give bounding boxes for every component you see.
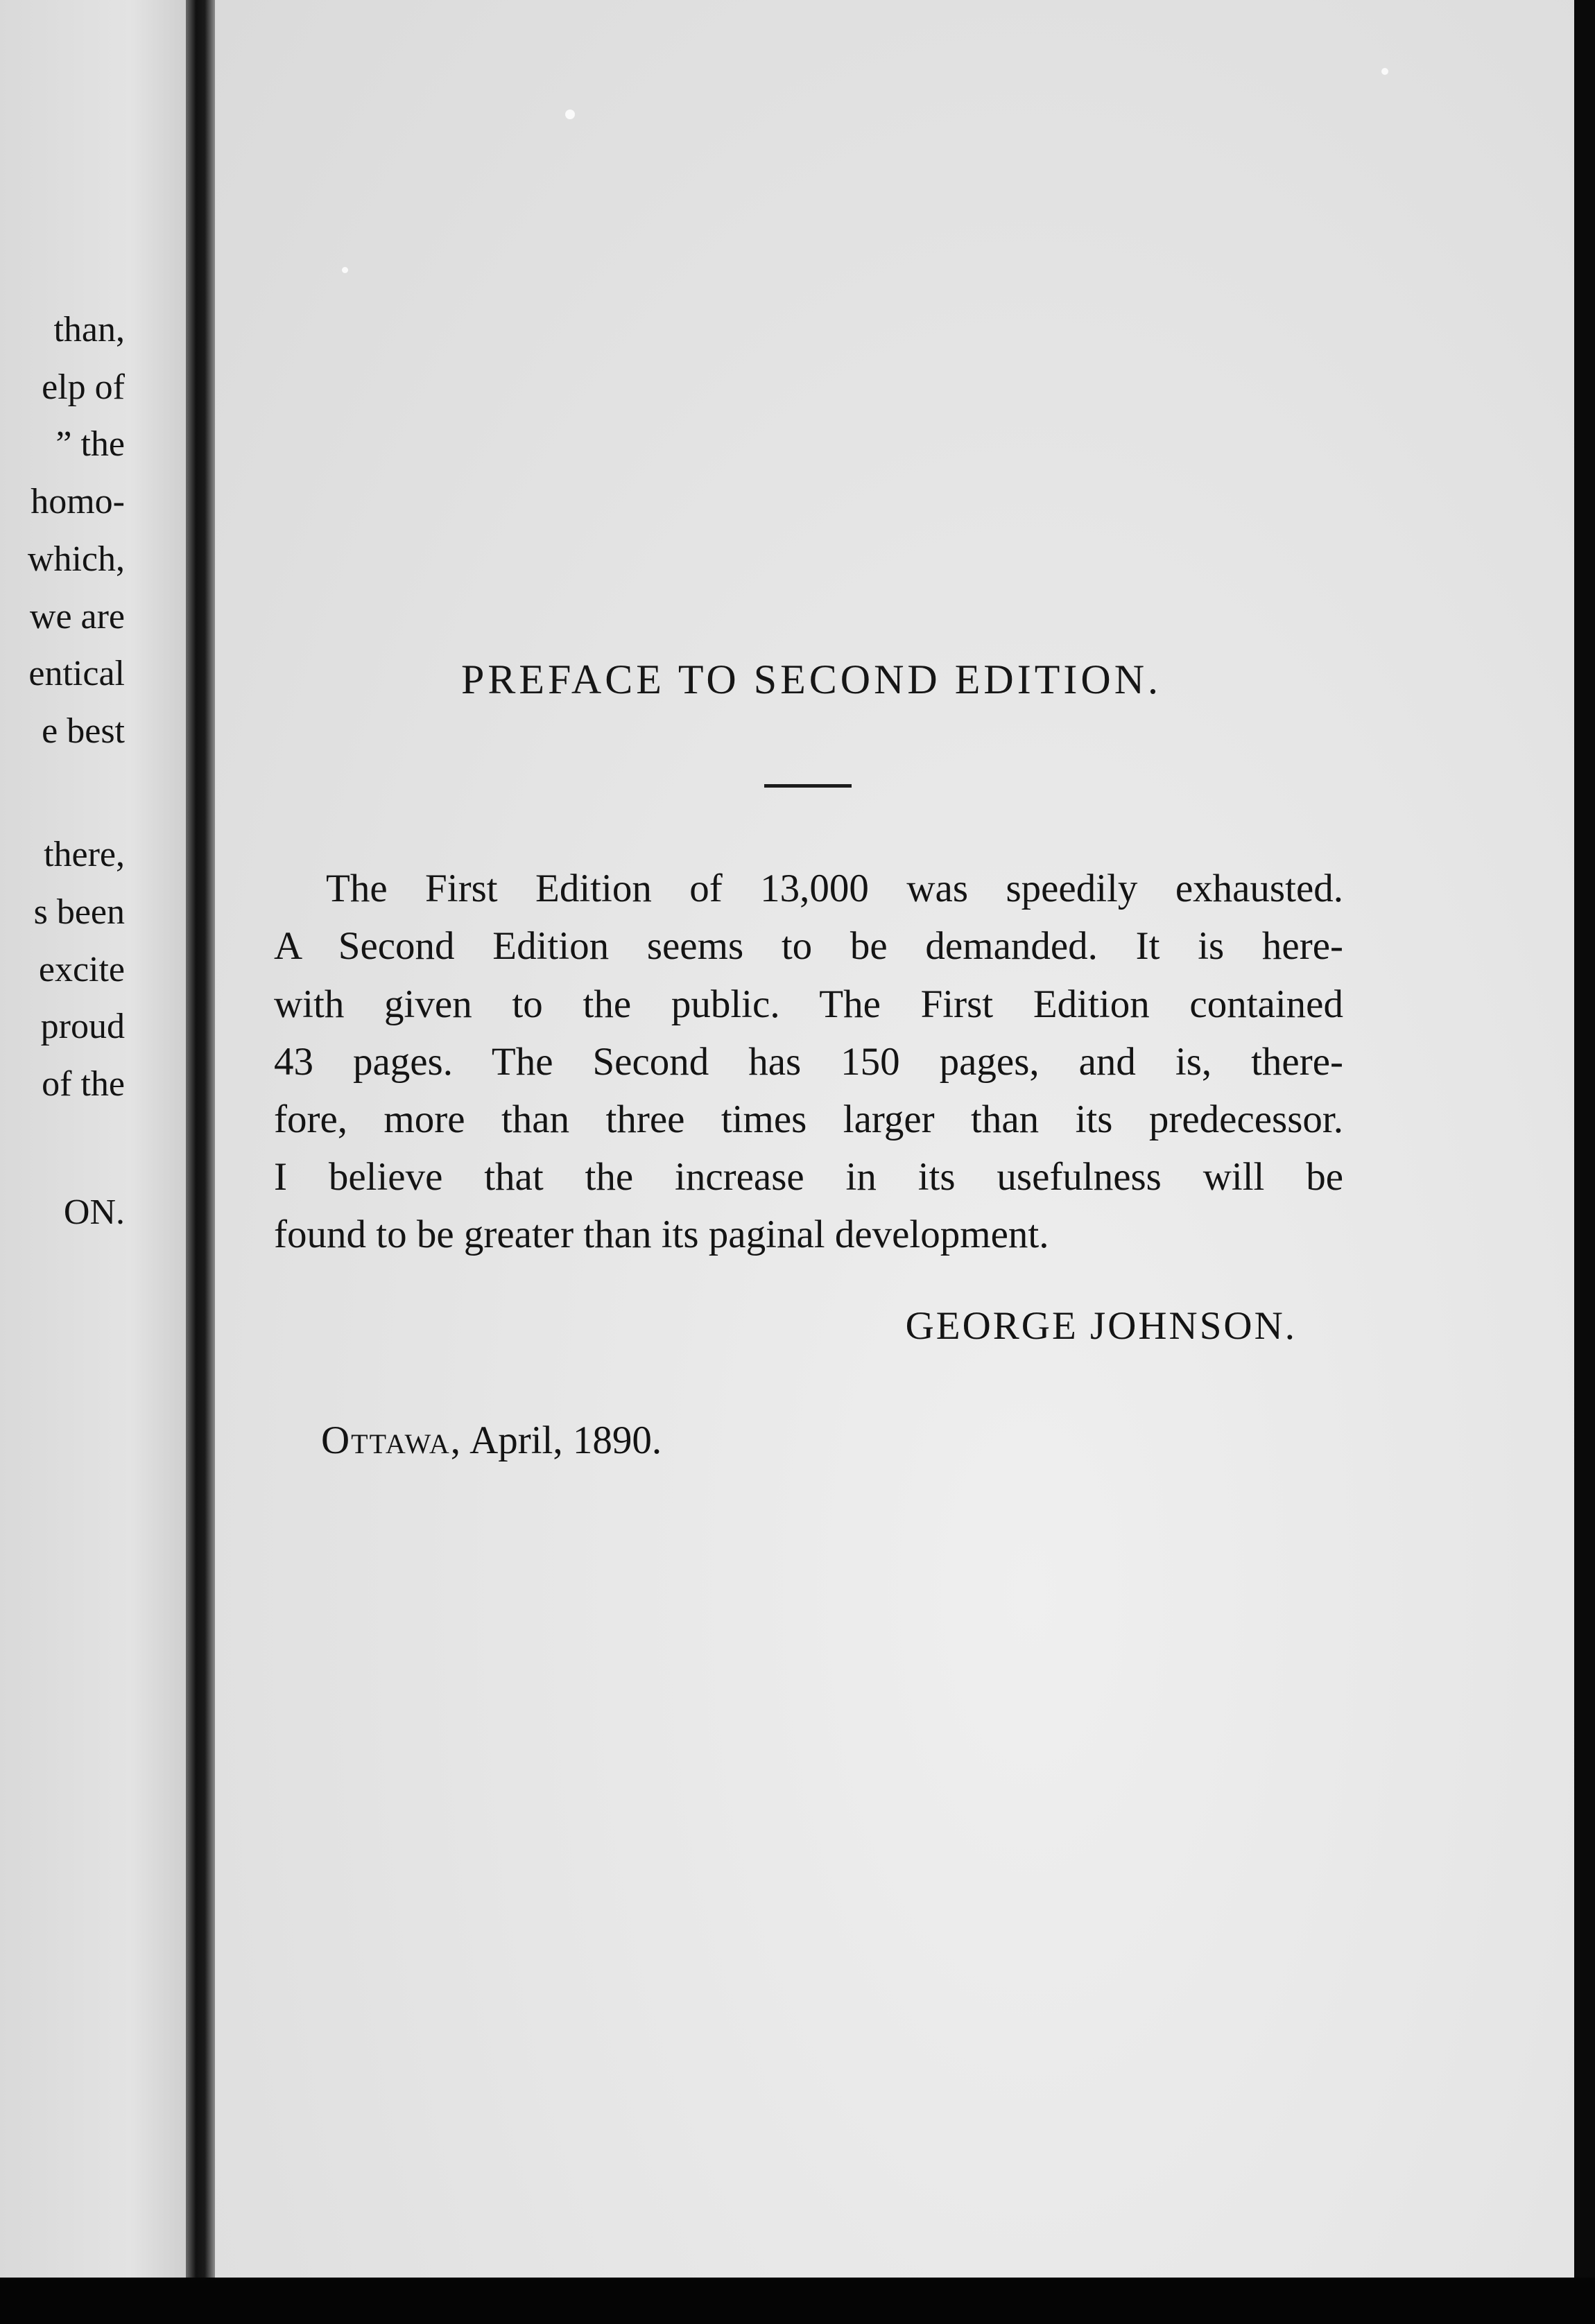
facing-page-line: s been bbox=[33, 892, 125, 932]
preface-line: found to be greater than its paginal development. bbox=[274, 1213, 1049, 1256]
facing-page-line: e best bbox=[42, 711, 125, 751]
title-rule bbox=[764, 784, 852, 788]
author-signature: GEORGE JOHNSON. bbox=[905, 1304, 1297, 1348]
page-bottom-edge bbox=[0, 2278, 1595, 2324]
facing-page-line: entical bbox=[28, 654, 125, 693]
preface-line: The First Edition of 13,000 was speedily exhausted. bbox=[326, 867, 1343, 910]
facing-page-line: which, bbox=[27, 539, 125, 579]
preface-line: fore, more than three times larger than its predecessor. bbox=[274, 1098, 1343, 1141]
facing-page-line: elp of bbox=[42, 367, 125, 407]
facing-page-line: ON. bbox=[63, 1193, 125, 1232]
page-title: PREFACE TO SECOND EDITION. bbox=[460, 657, 1162, 702]
preface-line: 43 pages. The Second has 150 pages, and is, there- bbox=[274, 1040, 1343, 1084]
facing-page-line: than, bbox=[53, 310, 125, 349]
facing-page-line: of the bbox=[42, 1064, 125, 1104]
scan-speck bbox=[565, 110, 575, 119]
facing-page-line: there, bbox=[44, 835, 125, 874]
facing-page-line: proud bbox=[40, 1007, 125, 1046]
preface-line: A Second Edition seems to be demanded. It is here- bbox=[274, 924, 1343, 968]
facing-page-line: ” the bbox=[55, 424, 125, 464]
dateline-date: April, 1890. bbox=[469, 1419, 662, 1462]
book-binding-gutter bbox=[186, 0, 215, 2324]
facing-page-line: homo- bbox=[31, 482, 125, 521]
dateline bbox=[321, 1418, 662, 1463]
facing-page-fragment bbox=[0, 0, 186, 2288]
preface-line: with given to the public. The First Edition contained bbox=[274, 982, 1343, 1026]
preface-line: I believe that the increase in its usefulness will be bbox=[274, 1155, 1343, 1199]
page-right-edge bbox=[1574, 0, 1595, 2324]
dateline-place: Ottawa, bbox=[321, 1419, 462, 1462]
facing-page-line: we are bbox=[29, 597, 125, 636]
scan-speck bbox=[342, 267, 348, 273]
scan-speck bbox=[1381, 68, 1388, 75]
facing-page-line: excite bbox=[38, 950, 125, 989]
